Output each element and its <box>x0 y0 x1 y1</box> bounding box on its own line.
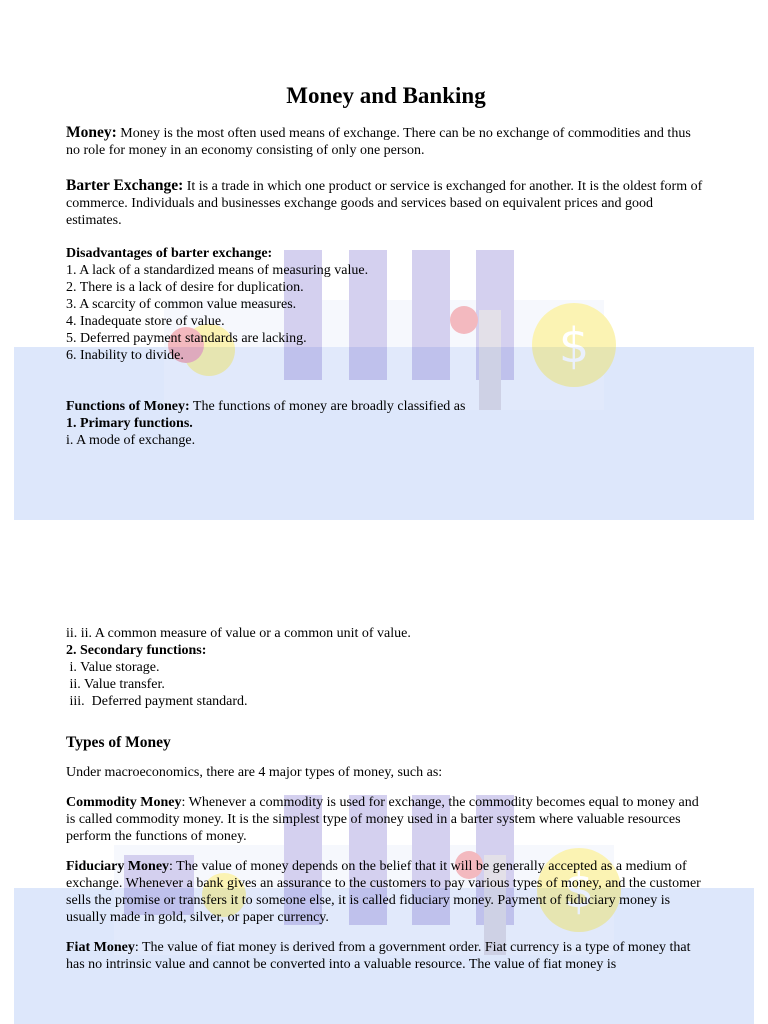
list-item: i. A mode of exchange. <box>66 433 196 448</box>
list-item: i. Value storage. <box>66 660 160 675</box>
list-item: 3. A scarcity of common value measures. <box>66 297 297 312</box>
list-item: 4. Inadequate store of value. <box>66 314 225 329</box>
list-item: ii. ii. A common measure of value or a common unit of value. <box>66 626 411 641</box>
commodity-text: : Whenever a commodity is used for exchange, the commodity becomes equal to money and is called commodity money. It is the simplest type of money used in a barter system where valuable resources perform the functions of money. <box>66 795 699 844</box>
fiduciary-label: Fiduciary Money <box>66 859 170 874</box>
fiat-text: : The value of fiat money is derived from a government order. Fiat currency is a type of money that has no intrinsic value and cannot be converted into a valuable resource. The value of fiat money is <box>66 940 691 972</box>
money-label: Money: <box>66 124 117 141</box>
fiduciary-paragraph <box>66 858 706 926</box>
page-title: Money and Banking <box>286 83 486 108</box>
list-item: ii. Value transfer. <box>66 677 165 692</box>
list-item: 6. Inability to divide. <box>66 348 184 363</box>
commodity-paragraph <box>66 794 706 845</box>
page-2-content <box>66 625 706 973</box>
fiat-paragraph <box>66 939 706 973</box>
functions-label: Functions of Money: <box>66 399 190 414</box>
types-heading: Types of Money <box>66 734 171 751</box>
list-item: iii. Deferred payment standard. <box>66 694 248 709</box>
money-text: Money is the most often used means of exchange. There can be no exchange of commodities and thus no role for money in an economy consisting of only one person. <box>66 126 691 158</box>
functions-text: The functions of money are broadly classified as <box>189 399 466 414</box>
document-page-2 <box>14 570 754 1024</box>
primary-functions-heading: 1. Primary functions. <box>66 416 193 431</box>
list-item: 5. Deferred payment standards are lacking. <box>66 331 307 346</box>
list-item: 1. A lack of a standardized means of measuring value. <box>66 263 369 278</box>
functions-paragraph <box>66 398 706 415</box>
secondary-functions-heading: 2. Secondary functions: <box>66 643 207 658</box>
dollar-symbol: $ <box>563 863 595 919</box>
barter-label: Barter Exchange: <box>66 177 184 194</box>
document-page-1 <box>14 30 754 520</box>
money-paragraph <box>66 124 706 159</box>
commodity-label: Commodity Money <box>66 795 182 810</box>
types-intro: Under macroeconomics, there are 4 major types of money, such as: <box>66 765 443 780</box>
dollar-symbol: $ <box>558 318 590 374</box>
fiat-label: Fiat Money <box>66 940 135 955</box>
barter-text: It is a trade in which one product or service is exchanged for another. It is the oldest form of commerce. Individuals and businesses exchange goods and services based on equivalent prices and good estimates. <box>66 179 703 228</box>
disadvantages-heading: Disadvantages of barter exchange: <box>66 246 273 261</box>
page-1-content <box>66 82 706 449</box>
fiduciary-text: : The value of money depends on the belief that it will be generally accepted as a medium of exchange. Whenever a bank gives an assurance to the customers to pay various types of money, and the customer sells the promise or transfers it to someone else, it is called fiduciary money. Payment of fiduciary money is usually made in gold, silver, or paper currency. <box>66 859 701 925</box>
barter-paragraph <box>66 177 706 229</box>
list-item: 2. There is a lack of desire for duplication. <box>66 280 304 295</box>
